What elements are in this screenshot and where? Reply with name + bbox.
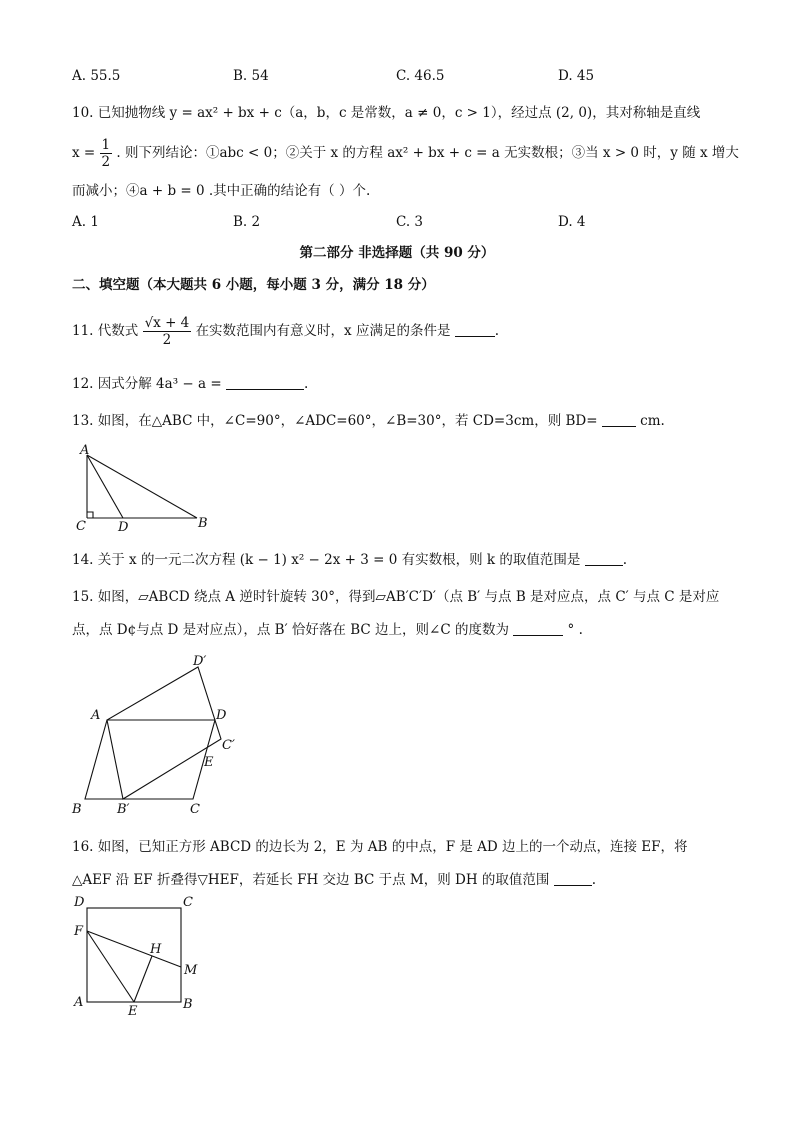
q15-label-d-prime: D′ xyxy=(193,654,207,669)
q16-label-e: E xyxy=(128,1004,138,1019)
q13-label-d: D xyxy=(118,520,129,535)
q10-conclusions: . 则下列结论：①abc < 0；②关于 x 的方程 ax² + bx + c = a 无实数根；③当 x > 0 时，y 随 x 增大 xyxy=(116,145,739,161)
q15-label-d: D xyxy=(216,708,227,723)
q14-answer-blank[interactable] xyxy=(585,551,623,566)
q13-right-angle-mark xyxy=(87,512,93,518)
q10-option-a: A. 1 xyxy=(72,214,99,230)
q16-segment-fm xyxy=(87,931,181,967)
q16-line2-text: △AEF 沿 EF 折叠得▽HEF，若延长 FH 交边 BC 于点 M，则 DH 的取值范围 xyxy=(72,872,550,888)
q16-answer-blank[interactable] xyxy=(554,871,592,886)
q11-frac-num: √x + 4 xyxy=(144,315,190,331)
q13-pre: 13. 如图，在△ABC 中，∠C=90°，∠ADC=60°，∠B=30°，若 CD=3cm，则 BD= xyxy=(72,413,598,429)
q10-x-eq: x = xyxy=(72,145,96,161)
q16-label-f: F xyxy=(74,924,84,939)
q13-post: cm. xyxy=(640,413,665,429)
q15-parallelogram-figure xyxy=(66,648,256,820)
q16-label-c: C xyxy=(183,895,193,910)
q13-label-a: A xyxy=(80,443,90,458)
q16-line1: 16. 如图，已知正方形 ABCD 的边长为 2，E 为 AB 的中点，F 是 AD 边上的一个动点，连接 EF，将 xyxy=(72,839,688,855)
q15-line2-text: 点，点 D¢与点 D 是对应点），点 B′ 恰好落在 BC 边上，则∠C 的度数为 xyxy=(72,622,509,638)
q15-label-c: C xyxy=(190,802,200,817)
q10-option-b: B. 2 xyxy=(233,214,261,230)
q15-line1: 15. 如图，▱ABCD 绕点 A 逆时针旋转 30°，得到▱AB′C′D′（点 B′ 与点 B 是对应点，点 C′ 与点 C 是对应 xyxy=(72,589,720,605)
q16-label-d: D xyxy=(74,895,85,910)
q11-fraction xyxy=(143,315,192,348)
q12-text: 12. 因式分解 4a³ − a = xyxy=(72,376,222,392)
q9-option-a: A. 55.5 xyxy=(72,68,121,84)
q15-line2 xyxy=(72,621,583,639)
q9-option-d: D. 45 xyxy=(558,68,595,84)
q15-label-a: A xyxy=(91,708,101,723)
q9-option-c: C. 46.5 xyxy=(396,68,445,84)
q13-triangle-figure xyxy=(70,440,210,535)
q15-answer-blank[interactable] xyxy=(513,621,563,636)
q12-line: 12. 因式分解 4a³ − a = . xyxy=(72,376,309,392)
q15-ab-prime-c-prime-d-prime xyxy=(107,667,221,799)
q15-abcd xyxy=(85,720,215,799)
q10-option-d: D. 4 xyxy=(558,214,586,230)
q9-option-b: B. 54 xyxy=(233,68,269,84)
q13-line xyxy=(72,412,665,430)
q15-label-b-prime: B′ xyxy=(117,802,130,817)
q10-frac-den: 2 xyxy=(101,154,111,170)
q16-segment-eh xyxy=(134,956,152,1002)
q10-fraction xyxy=(100,137,113,170)
q10-line2 xyxy=(72,137,739,170)
q15-label-c-prime: C′ xyxy=(222,738,235,753)
q15-label-e: E xyxy=(204,755,214,770)
q16-label-h: H xyxy=(150,942,162,957)
q13-label-b: B xyxy=(198,516,208,531)
q11-frac-den: 2 xyxy=(162,332,172,348)
q10-line1: 10. 已知抛物线 y = ax² + bx + c（a，b，c 是常数，a ≠ 0，c > 1），经过点 (2, 0)，其对称轴是直线 xyxy=(72,105,701,121)
q10-line3: 而减小；④a + b = 0 .其中正确的结论有（ ）个. xyxy=(72,183,371,199)
q11-line: 11. 代数式 $\frac{√x + 4}{2}$ 在实数范围内有意义时，x 应满足的条件是 . xyxy=(72,315,500,348)
q13-side-ab xyxy=(87,455,197,518)
q12-answer-blank[interactable] xyxy=(226,375,304,390)
q14-text: 14. 关于 x 的一元二次方程 (k − 1) x² − 2x + 3 = 0 有实数根，则 k 的取值范围是 xyxy=(72,552,581,568)
q16-segment-fe xyxy=(87,931,134,1002)
q13-label-c: C xyxy=(76,519,86,534)
q11-post: 在实数范围内有意义时，x 应满足的条件是 xyxy=(195,323,451,339)
q16-label-a: A xyxy=(74,995,84,1010)
q11-answer-blank[interactable] xyxy=(455,322,495,337)
q10-option-c: C. 3 xyxy=(396,214,424,230)
q15-label-b: B xyxy=(72,802,82,817)
q16-square-figure xyxy=(70,893,210,1023)
q11-pre: 11. 代数式 xyxy=(72,323,139,339)
q16-square-abcd xyxy=(87,908,181,1002)
part2-title: 第二部分 非选择题（共 90 分） xyxy=(299,245,495,261)
q13-answer-blank[interactable] xyxy=(602,412,636,427)
q16-line2: △AEF 沿 EF 折叠得▽HEF，若延长 FH 交边 BC 于点 M，则 DH 的取值范围 . xyxy=(72,872,597,888)
q10-frac-num: 1 xyxy=(101,137,111,153)
q15-degree: ° . xyxy=(567,622,583,638)
q16-label-m: M xyxy=(184,963,198,978)
q13-segment-ad xyxy=(87,455,123,518)
section2-title: 二、填空题（本大题共 6 小题，每小题 3 分，满分 18 分） xyxy=(72,277,435,293)
q16-label-b: B xyxy=(183,997,193,1012)
q14-line: 14. 关于 x 的一元二次方程 (k − 1) x² − 2x + 3 = 0 有实数根，则 k 的取值范围是 . xyxy=(72,552,627,568)
